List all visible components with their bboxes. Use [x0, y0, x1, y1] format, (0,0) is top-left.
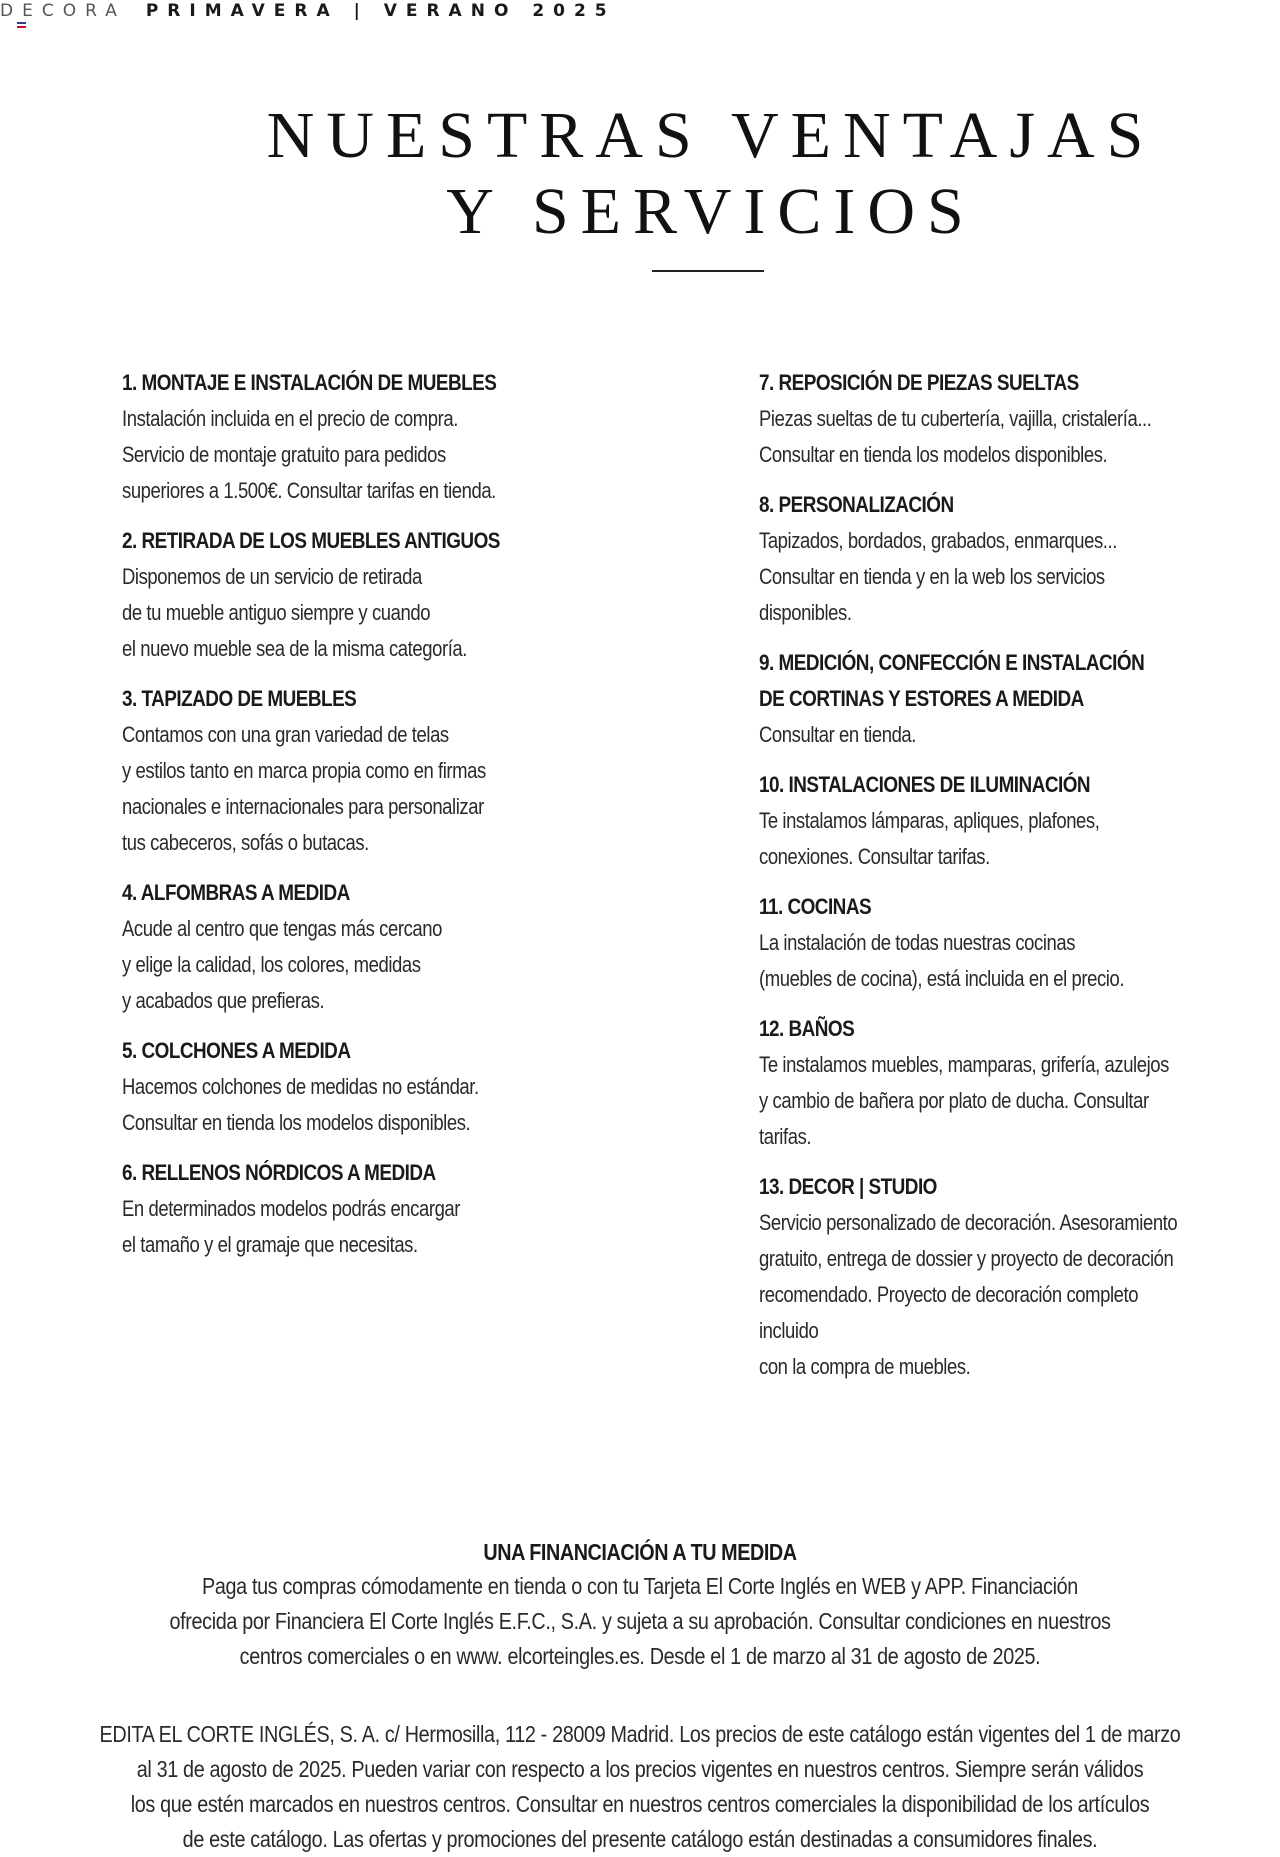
service-text: Disponemos de un servicio de retirada de tu mueble antiguo siempre y cuando el nuevo mueble sea de la misma categoría. [122, 564, 467, 661]
services-column-left [122, 365, 642, 1277]
service-heading: 7. REPOSICIÓN DE PIEZAS SUELTAS [759, 370, 1079, 395]
service-item [122, 875, 642, 1019]
service-item [122, 523, 642, 667]
page-title [0, 98, 1280, 250]
legal-text: EDITA EL CORTE INGLÉS, S. A. c/ Hermosilla, 112 - 28009 Madrid. Los precios de este catálogo están vigentes del 1 de marzo al 31 de agosto de 2025. Pueden variar con respecto a los precios vigentes en nuestros centros. Siempre serán válidos los que estén marcados en nuestros centros. Consultar en nuestros centros comerciales la disponibilidad de los artículos de este catálogo. Las ofertas y promociones del presente catálogo están destinadas a consumidores finales. [99, 1721, 1181, 1852]
service-item [759, 889, 1279, 997]
service-heading: 11. COCINAS [759, 894, 872, 919]
flag-icon [17, 22, 26, 28]
service-item [759, 767, 1279, 875]
service-text: Contamos con una gran variedad de telas y estilos tanto en marca propia como en firmas nacionales e internacionales para personalizar tus cabeceros, sofás o butacas. [122, 722, 486, 855]
service-heading: 1. MONTAJE E INSTALACIÓN DE MUEBLES [122, 370, 497, 395]
service-text: La instalación de todas nuestras cocinas (muebles de cocina), está incluida en el precio. [759, 930, 1125, 991]
service-text: Instalación incluida en el precio de compra. Servicio de montaje gratuito para pedidos superiores a 1.500€. Consultar tarifas en tienda. [122, 406, 496, 503]
season-label: PRIMAVERA | VERANO 2025 [145, 1, 616, 21]
service-heading: 6. RELLENOS NÓRDICOS A MEDIDA [122, 1160, 436, 1185]
service-heading: 12. BAÑOS [759, 1016, 855, 1041]
service-heading: 10. INSTALACIONES DE ILUMINACIÓN [759, 772, 1091, 797]
service-item [759, 1011, 1279, 1155]
service-heading: 4. ALFOMBRAS A MEDIDA [122, 880, 350, 905]
service-text: Te instalamos lámparas, apliques, plafones, conexiones. Consultar tarifas. [759, 808, 1100, 869]
financing-heading: UNA FINANCIACIÓN A TU MEDIDA [483, 1539, 797, 1565]
service-text: Hacemos colchones de medidas no estándar. Consultar en tienda los modelos disponibles. [122, 1074, 479, 1135]
services-column-right [759, 365, 1279, 1399]
service-heading: 9. MEDICIÓN, CONFECCIÓN E INSTALACIÓN DE CORTINAS Y ESTORES A MEDIDA [759, 650, 1145, 711]
service-text: Servicio personalizado de decoración. Asesoramiento gratuito, entrega de dossier y proyecto de decoración recomendado. Proyecto de decoración completo incluido con la compra de muebles. [759, 1210, 1178, 1379]
service-heading: 5. COLCHONES A MEDIDA [122, 1038, 351, 1063]
service-heading: 8. PERSONALIZACIÓN [759, 492, 954, 517]
financing-text: Paga tus compras cómodamente en tienda o con tu Tarjeta El Corte Inglés en WEB y APP. Financiación ofrecida por Financiera El Corte Inglés E.F.C., S.A. y sujeta a su aprobación. Consultar condiciones en nuestros centros comerciales o en www. elcorteingles.es. Desde el 1 de marzo al 31 de agosto de 2025. [169, 1573, 1111, 1669]
legal-notice [0, 1717, 1280, 1857]
page-title-line-2: Y SERVICIOS [446, 175, 976, 248]
service-heading: 2. RETIRADA DE LOS MUEBLES ANTIGUOS [122, 528, 500, 553]
service-item [759, 645, 1279, 753]
page-title-line-1: NUESTRAS VENTAJAS [266, 99, 1156, 172]
financing-section [0, 1535, 1280, 1674]
service-text: Piezas sueltas de tu cubertería, vajilla, cristalería... Consultar en tienda los modelos disponibles. [759, 406, 1152, 467]
service-item [122, 1033, 642, 1141]
service-text: Te instalamos muebles, mamparas, grifería, azulejos y cambio de bañera por plato de ducha. Consultar tarifas. [759, 1052, 1169, 1149]
brand-name: DECORA [0, 1, 126, 21]
service-item [122, 1155, 642, 1263]
service-item [122, 365, 642, 509]
service-text: Consultar en tienda. [759, 722, 917, 747]
service-text: En determinados modelos podrás encargar el tamaño y el gramaje que necesitas. [122, 1196, 461, 1257]
service-item [759, 1169, 1279, 1385]
service-item [122, 681, 642, 861]
service-text: Tapizados, bordados, grabados, enmarques... Consultar en tienda y en la web los servicios disponibles. [759, 528, 1117, 625]
service-heading: 3. TAPIZADO DE MUEBLES [122, 686, 357, 711]
title-divider [652, 270, 764, 272]
catalog-header [0, 0, 1280, 24]
service-item [759, 365, 1279, 473]
service-heading: 13. DECOR | STUDIO [759, 1174, 937, 1199]
service-item [759, 487, 1279, 631]
service-text: Acude al centro que tengas más cercano y elige la calidad, los colores, medidas y acabados que prefieras. [122, 916, 442, 1013]
